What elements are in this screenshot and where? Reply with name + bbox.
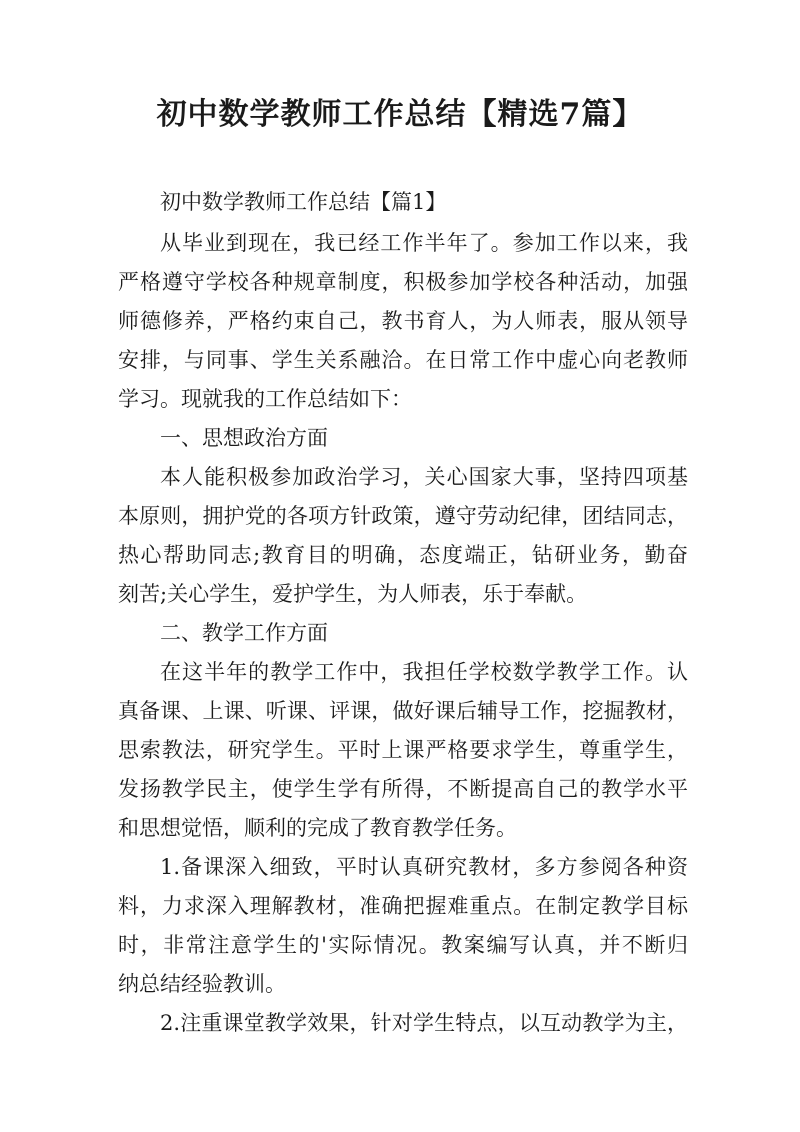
paragraph-line: 2.注重课堂教学效果，针对学生特点，以互动教学为主， (160, 1011, 688, 1035)
paragraph-line: 料，力求深入理解教材，准确把握难重点。在制定教学目标 (118, 894, 688, 918)
paragraph-line: 在这半年的教学工作中，我担任学校数学教学工作。认 (160, 660, 688, 684)
paragraph-line: 纳总结经验教训。 (118, 972, 286, 996)
paragraph-line: 严格遵守学校各种规章制度，积极参加学校各种活动，加强 (118, 270, 688, 294)
paragraph-line: 时，非常注意学生的'实际情况。教案编写认真，并不断归 (118, 933, 688, 957)
paragraph-line: 热心帮助同志;教育目的明确，态度端正，钻研业务，勤奋 (118, 543, 688, 567)
paragraph-line: 安排，与同事、学生关系融洽。在日常工作中虚心向老教师 (118, 348, 688, 372)
paragraph-line: 真备课、上课、听课、评课，做好课后辅导工作，挖掘教材， (118, 699, 688, 723)
document-title: 初中数学教师工作总结【精选7篇】 (156, 97, 644, 132)
paragraph-line: 学习。现就我的工作总结如下： (118, 387, 412, 411)
paragraph-line: 刻苦;关心学生，爱护学生，为人师表，乐于奉献。 (118, 582, 588, 606)
subheading: 二、教学工作方面 (160, 621, 328, 645)
paragraph-line: 从毕业到现在，我已经工作半年了。参加工作以来，我 (160, 231, 688, 255)
paragraph-line: 1.备课深入细致，平时认真研究教材，多方参阅各种资 (160, 855, 688, 879)
paragraph-line: 发扬教学民主，使学生学有所得，不断提高自己的教学水平 (118, 777, 688, 801)
paragraph-line: 本原则，拥护党的各项方针政策，遵守劳动纪律，团结同志， (118, 504, 688, 528)
paragraph-line: 思索教法，研究学生。平时上课严格要求学生，尊重学生， (118, 738, 688, 762)
section-heading: 初中数学教师工作总结【篇1】 (160, 190, 447, 214)
subheading: 一、思想政治方面 (160, 426, 328, 450)
paragraph-line: 本人能积极参加政治学习，关心国家大事，坚持四项基 (160, 465, 688, 489)
paragraph-line: 师德修养，严格约束自己，教书育人，为人师表，服从领导 (118, 309, 688, 333)
paragraph-line: 和思想觉悟，顺利的完成了教育教学任务。 (118, 816, 517, 840)
